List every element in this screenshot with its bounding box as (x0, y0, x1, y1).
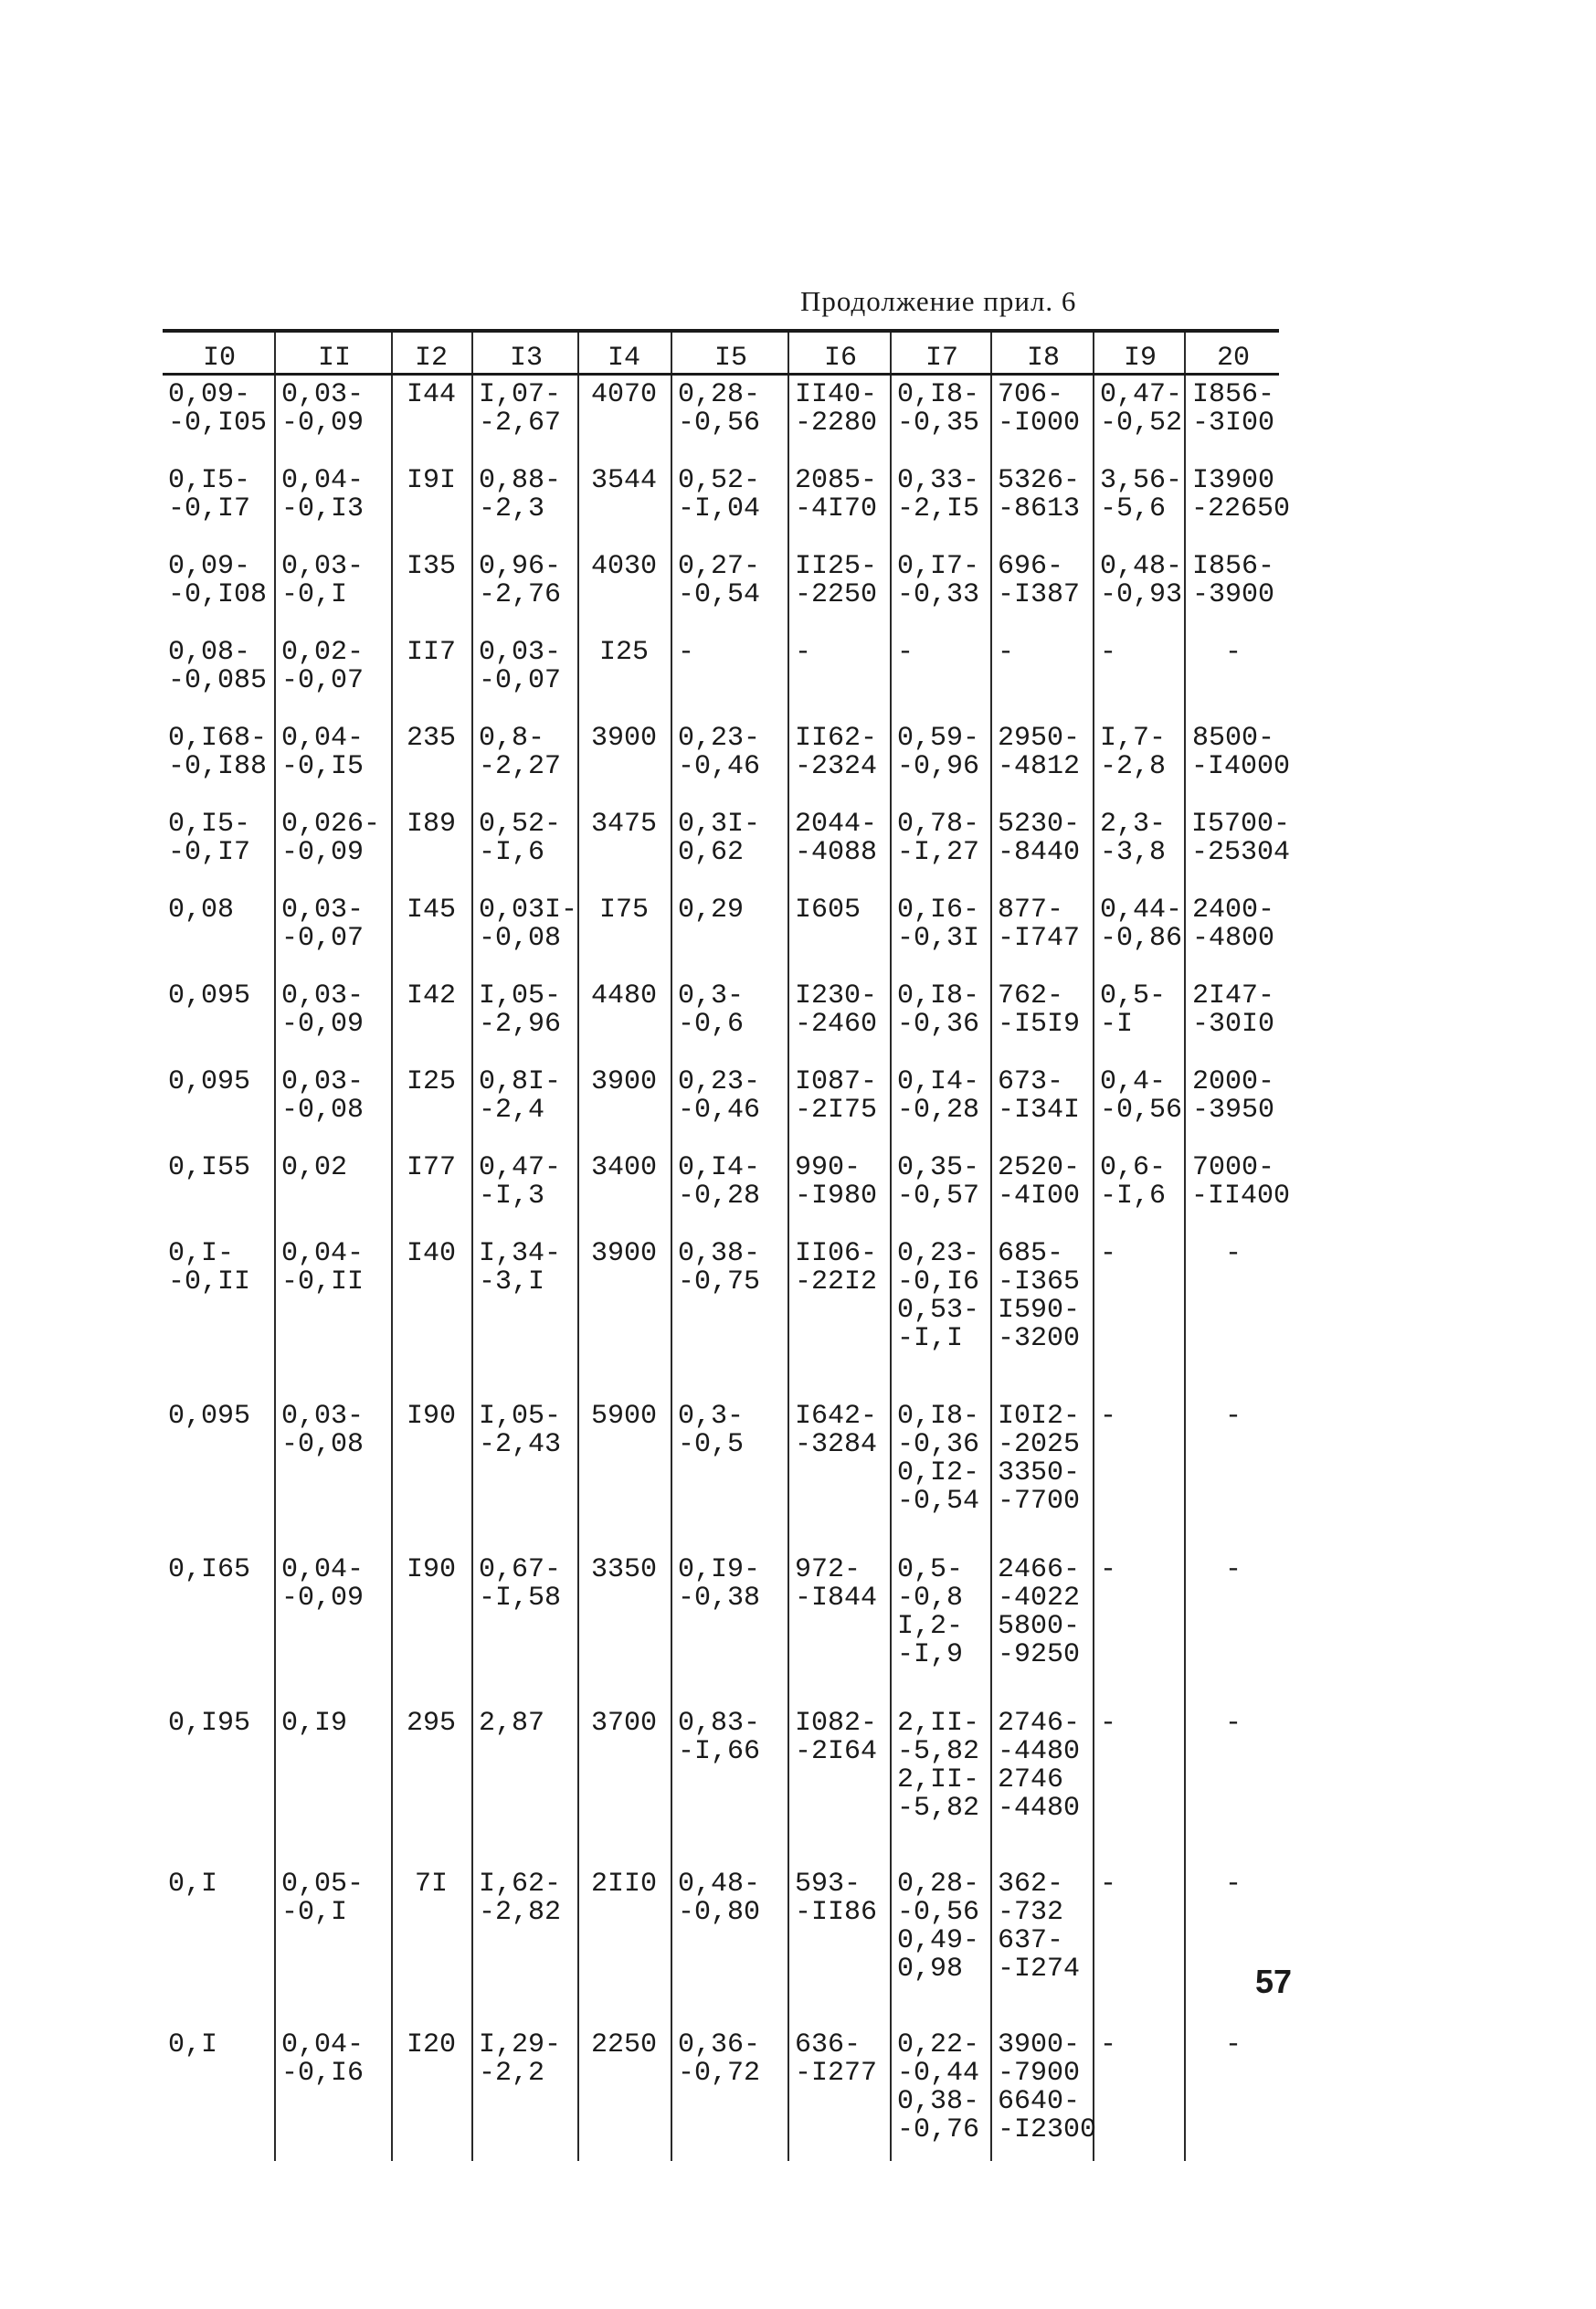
table-cell: 3700 (579, 1704, 672, 1865)
table-cell: 0,09- -0,I08 (163, 547, 276, 633)
column-header: I2 (393, 333, 473, 373)
table-cell: - (992, 633, 1094, 719)
table-cell: 696- -I387 (992, 547, 1094, 633)
table-cell: 8500- -I4000 (1191, 723, 1291, 782)
table-cell: 0,02- -0,07 (276, 633, 393, 719)
table-cell: 0,I (163, 1865, 276, 2026)
table-cell: - (1224, 1869, 1242, 1900)
table-cell: II25- -2250 (789, 547, 892, 633)
table-cell: 0,I (163, 2026, 276, 2161)
table-row (163, 376, 1279, 461)
table-cell: 0,52- -I,04 (672, 461, 789, 547)
table-cell: 2,87 (473, 1704, 579, 1865)
table-cell: I230- -2460 (789, 977, 892, 1063)
table-cell: - (1094, 1551, 1186, 1704)
table-cell: 3900 (579, 1234, 672, 1397)
table-cell: 0,095 (163, 977, 276, 1063)
table-row (163, 1234, 1279, 1397)
table-cell: 0,04- -0,I6 (276, 2026, 393, 2161)
table-row (163, 547, 1279, 633)
column-header: I3 (473, 333, 579, 373)
table-row (163, 1149, 1291, 1234)
table-cell: 0,095 (163, 1063, 276, 1149)
table-cell: I77 (393, 1149, 473, 1234)
table-cell: 4030 (579, 547, 672, 633)
table-cell: - (1094, 1865, 1186, 2026)
table-cell: I35 (393, 547, 473, 633)
column-header: I0 (163, 333, 276, 373)
table-cell: 972- -I844 (789, 1551, 892, 1704)
table-cell: II06- -22I2 (789, 1234, 892, 1397)
table-cell: I,7- -2,8 (1094, 719, 1186, 805)
table-cell: I856- -3900 (1191, 551, 1274, 610)
table-cell: 0,52- -I,6 (473, 805, 579, 891)
table-cell: 2,3- -3,8 (1094, 805, 1186, 891)
table-row (163, 1704, 1279, 1865)
table-cell: 0,35- -0,57 (892, 1149, 992, 1234)
table-cell: 0,48- -0,80 (672, 1865, 789, 2026)
table-cell: I45 (393, 891, 473, 977)
table-cell: 5900 (579, 1397, 672, 1551)
table-row (163, 1063, 1279, 1149)
table-caption: Продолжение прил. 6 (800, 285, 1077, 317)
table-cell: 0,38- -0,75 (672, 1234, 789, 1397)
table-row (163, 891, 1279, 977)
table-row (163, 2026, 1279, 2161)
table-cell: 990- -I980 (789, 1149, 892, 1234)
table-cell: I90 (393, 1551, 473, 1704)
table-cell: 0,28- -0,56 0,49- 0,98 (892, 1865, 992, 2026)
table-cell: 0,3I- 0,62 (672, 805, 789, 891)
page-number: 57 (1255, 1963, 1293, 2000)
table-cell: 0,44- -0,86 (1094, 891, 1186, 977)
header-row (163, 333, 1279, 376)
table-cell: 0,03- -0,09 (276, 977, 393, 1063)
table-cell: 0,36- -0,72 (672, 2026, 789, 2161)
column-header: I8 (992, 333, 1094, 373)
table-cell: I082- -2I64 (789, 1704, 892, 1865)
column-header: 20 (1216, 343, 1250, 374)
table-row (163, 1397, 1279, 1551)
table-cell: 5230- -8440 (992, 805, 1094, 891)
table-cell: 0,I8- -0,36 0,I2- -0,54 (892, 1397, 992, 1551)
table-cell: 0,67- -I,58 (473, 1551, 579, 1704)
table-cell: I42 (393, 977, 473, 1063)
table-cell: I90 (393, 1397, 473, 1551)
table-cell: 0,026- -0,09 (276, 805, 393, 891)
table-cell: 2000- -3950 (1191, 1066, 1274, 1126)
table-cell: I642- -3284 (789, 1397, 892, 1551)
table-cell: 0,29 (672, 891, 789, 977)
table-cell: 0,I6- -0,3I (892, 891, 992, 977)
column-header: I4 (579, 333, 672, 373)
table-cell: 2520- -4I00 (992, 1149, 1094, 1234)
table-cell: - (1094, 1234, 1186, 1397)
column-header: I7 (892, 333, 992, 373)
table-row (163, 1865, 1279, 2026)
table-cell: 0,08 (163, 891, 276, 977)
table-cell: 593- -II86 (789, 1865, 892, 2026)
table-cell: 0,96- -2,76 (473, 547, 579, 633)
table-cell: - (1094, 2026, 1186, 2161)
table-cell: - (1224, 2029, 1242, 2060)
table-cell: II62- -2324 (789, 719, 892, 805)
table-cell: 0,4- -0,56 (1094, 1063, 1186, 1149)
table-cell: 0,8I- -2,4 (473, 1063, 579, 1149)
table-cell: 2,II- -5,82 2,II- -5,82 (892, 1704, 992, 1865)
table-cell: II40- -2280 (789, 376, 892, 461)
table-cell: 235 (393, 719, 473, 805)
table-row (163, 977, 1279, 1063)
table-cell: 0,23- -0,46 (672, 1063, 789, 1149)
table-cell: 0,47- -I,3 (473, 1149, 579, 1234)
table-cell: 0,03- -0,08 (276, 1397, 393, 1551)
table-cell: 0,03- -0,I (276, 547, 393, 633)
table-cell: 2085- -4I70 (789, 461, 892, 547)
table-cell: 0,8- -2,27 (473, 719, 579, 805)
table-cell: 762- -I5I9 (992, 977, 1094, 1063)
table-cell: 3900 (579, 719, 672, 805)
table-cell: 0,I5- -0,I7 (163, 805, 276, 891)
table-cell: 3544 (579, 461, 672, 547)
table-cell: 0,I95 (163, 1704, 276, 1865)
table-cell: 0,I5- -0,I7 (163, 461, 276, 547)
table-cell: 0,3- -0,6 (672, 977, 789, 1063)
table-cell: 706- -I000 (992, 376, 1094, 461)
table-cell: 0,095 (163, 1397, 276, 1551)
table-cell: I,05- -2,43 (473, 1397, 579, 1551)
table-cell: 7000- -II400 (1191, 1152, 1291, 1212)
column-header: II (276, 333, 393, 373)
table-cell: 2466- -4022 5800- -9250 (992, 1551, 1094, 1704)
table-cell: 3350 (579, 1551, 672, 1704)
table-cell: 3900- -7900 6640- -I2300 (992, 2026, 1094, 2161)
table-cell: 0,23- -0,46 (672, 719, 789, 805)
table-cell: - (1224, 1238, 1242, 1269)
table-cell: - (1094, 1704, 1186, 1865)
table-cell: 0,5- -I (1094, 977, 1186, 1063)
table-cell: 0,27- -0,54 (672, 547, 789, 633)
table-cell: 2400- -4800 (1191, 895, 1274, 954)
table-cell: 0,I8- -0,36 (892, 977, 992, 1063)
table-cell: 0,I- -0,II (163, 1234, 276, 1397)
table-cell: 0,03I- -0,08 (473, 891, 579, 977)
table-cell: I89 (393, 805, 473, 891)
table-cell: 0,I68- -0,I88 (163, 719, 276, 805)
table-cell: II7 (393, 633, 473, 719)
table-cell: 7I (393, 1865, 473, 2026)
table-cell: 0,03- -0,07 (276, 891, 393, 977)
column-header: I6 (789, 333, 892, 373)
table-cell: 4070 (579, 376, 672, 461)
table-cell: 0,33- -2,I5 (892, 461, 992, 547)
table-cell: 5326- -8613 (992, 461, 1094, 547)
table-cell: 0,04- -0,II (276, 1234, 393, 1397)
table-cell: 0,48- -0,93 (1094, 547, 1186, 633)
table-cell: 0,88- -2,3 (473, 461, 579, 547)
table-cell: 2I47- -30I0 (1191, 980, 1274, 1040)
table-cell: I,62- -2,82 (473, 1865, 579, 2026)
table-cell: 0,I4- -0,28 (892, 1063, 992, 1149)
table-cell: 3,56- -5,6 (1094, 461, 1186, 547)
table-row (163, 719, 1291, 805)
table-cell: 0,I65 (163, 1551, 276, 1704)
table-cell: 0,09- -0,I05 (163, 376, 276, 461)
table-cell: 362- -732 637- -I274 (992, 1865, 1094, 2026)
table-cell: 673- -I34I (992, 1063, 1094, 1149)
table-cell: I25 (393, 1063, 473, 1149)
table-cell: 295 (393, 1704, 473, 1865)
table-cell: 877- -I747 (992, 891, 1094, 977)
table-row (163, 633, 1279, 719)
column-header: I9 (1094, 333, 1186, 373)
table-cell: I,34- -3,I (473, 1234, 579, 1397)
table-cell: - (1224, 637, 1242, 668)
table-cell: 0,3- -0,5 (672, 1397, 789, 1551)
table-row (163, 805, 1291, 891)
table-cell: 0,08- -0,085 (163, 633, 276, 719)
table-cell: - (1224, 1708, 1242, 1739)
table-cell: 0,05- -0,I (276, 1865, 393, 2026)
table-row (163, 1551, 1279, 1704)
table-cell: 0,I55 (163, 1149, 276, 1234)
table-cell: 0,78- -I,27 (892, 805, 992, 891)
table-cell: 685- -I365 I590- -3200 (992, 1234, 1094, 1397)
column-header: I5 (672, 333, 789, 373)
table-cell: 0,04- -0,I3 (276, 461, 393, 547)
table-cell: 0,47- -0,52 (1094, 376, 1186, 461)
table-cell: 0,I4- -0,28 (672, 1149, 789, 1234)
table-cell: 2II0 (579, 1865, 672, 2026)
table-cell: I,29- -2,2 (473, 2026, 579, 2161)
table-cell: 3900 (579, 1063, 672, 1149)
table-row (163, 461, 1291, 547)
table-cell: 0,83- -I,66 (672, 1704, 789, 1865)
table-cell: 3400 (579, 1149, 672, 1234)
table-cell: 2044- -4088 (789, 805, 892, 891)
table-body (163, 376, 1291, 2161)
table-cell: 0,02 (276, 1149, 393, 1234)
table-cell: 0,04- -0,I5 (276, 719, 393, 805)
table-cell: 2250 (579, 2026, 672, 2161)
table-cell: - (672, 633, 789, 719)
data-table (163, 329, 1291, 2161)
table-cell: I0I2- -2025 3350- -7700 (992, 1397, 1094, 1551)
table-cell: 2746- -4480 2746 -4480 (992, 1704, 1094, 1865)
table-cell: 0,03- -0,09 (276, 376, 393, 461)
table-cell: 0,03- -0,08 (276, 1063, 393, 1149)
table-cell: - (789, 633, 892, 719)
table-cell: I9I (393, 461, 473, 547)
table-cell: 0,03- -0,07 (473, 633, 579, 719)
table-cell: I3900 -22650 (1191, 465, 1291, 524)
table-cell: 636- -I277 (789, 2026, 892, 2161)
table-cell: I,07- -2,67 (473, 376, 579, 461)
table-cell: I75 (579, 891, 672, 977)
table-cell: 3475 (579, 805, 672, 891)
table-cell: I40 (393, 1234, 473, 1397)
table-cell: 0,5- -0,8 I,2- -I,9 (892, 1551, 992, 1704)
table-cell: I856- -3I00 (1191, 379, 1274, 439)
table-cell: 0,I9 (276, 1704, 393, 1865)
table-cell: 4480 (579, 977, 672, 1063)
table-cell: I25 (579, 633, 672, 719)
table-cell: 0,6- -I,6 (1094, 1149, 1186, 1234)
table-cell: 0,23- -0,I6 0,53- -I,I (892, 1234, 992, 1397)
table-cell: 0,I8- -0,35 (892, 376, 992, 461)
table-cell: 0,22- -0,44 0,38- -0,76 (892, 2026, 992, 2161)
table-cell: I44 (393, 376, 473, 461)
table-cell: 0,59- -0,96 (892, 719, 992, 805)
table-cell: I605 (789, 891, 892, 977)
table-cell: 0,I7- -0,33 (892, 547, 992, 633)
table-cell: - (1094, 633, 1186, 719)
table-cell: - (1224, 1401, 1242, 1432)
table-cell: 0,04- -0,09 (276, 1551, 393, 1704)
table-cell: - (1224, 1554, 1242, 1585)
table-cell: 2950- -4812 (992, 719, 1094, 805)
table-cell: I087- -2I75 (789, 1063, 892, 1149)
table-cell: I,05- -2,96 (473, 977, 579, 1063)
table-cell: I20 (393, 2026, 473, 2161)
table-cell: 0,28- -0,56 (672, 376, 789, 461)
table-cell: - (892, 633, 992, 719)
table-cell: 0,I9- -0,38 (672, 1551, 789, 1704)
table-cell: I5700- -25304 (1191, 809, 1291, 868)
table-cell: - (1094, 1397, 1186, 1551)
